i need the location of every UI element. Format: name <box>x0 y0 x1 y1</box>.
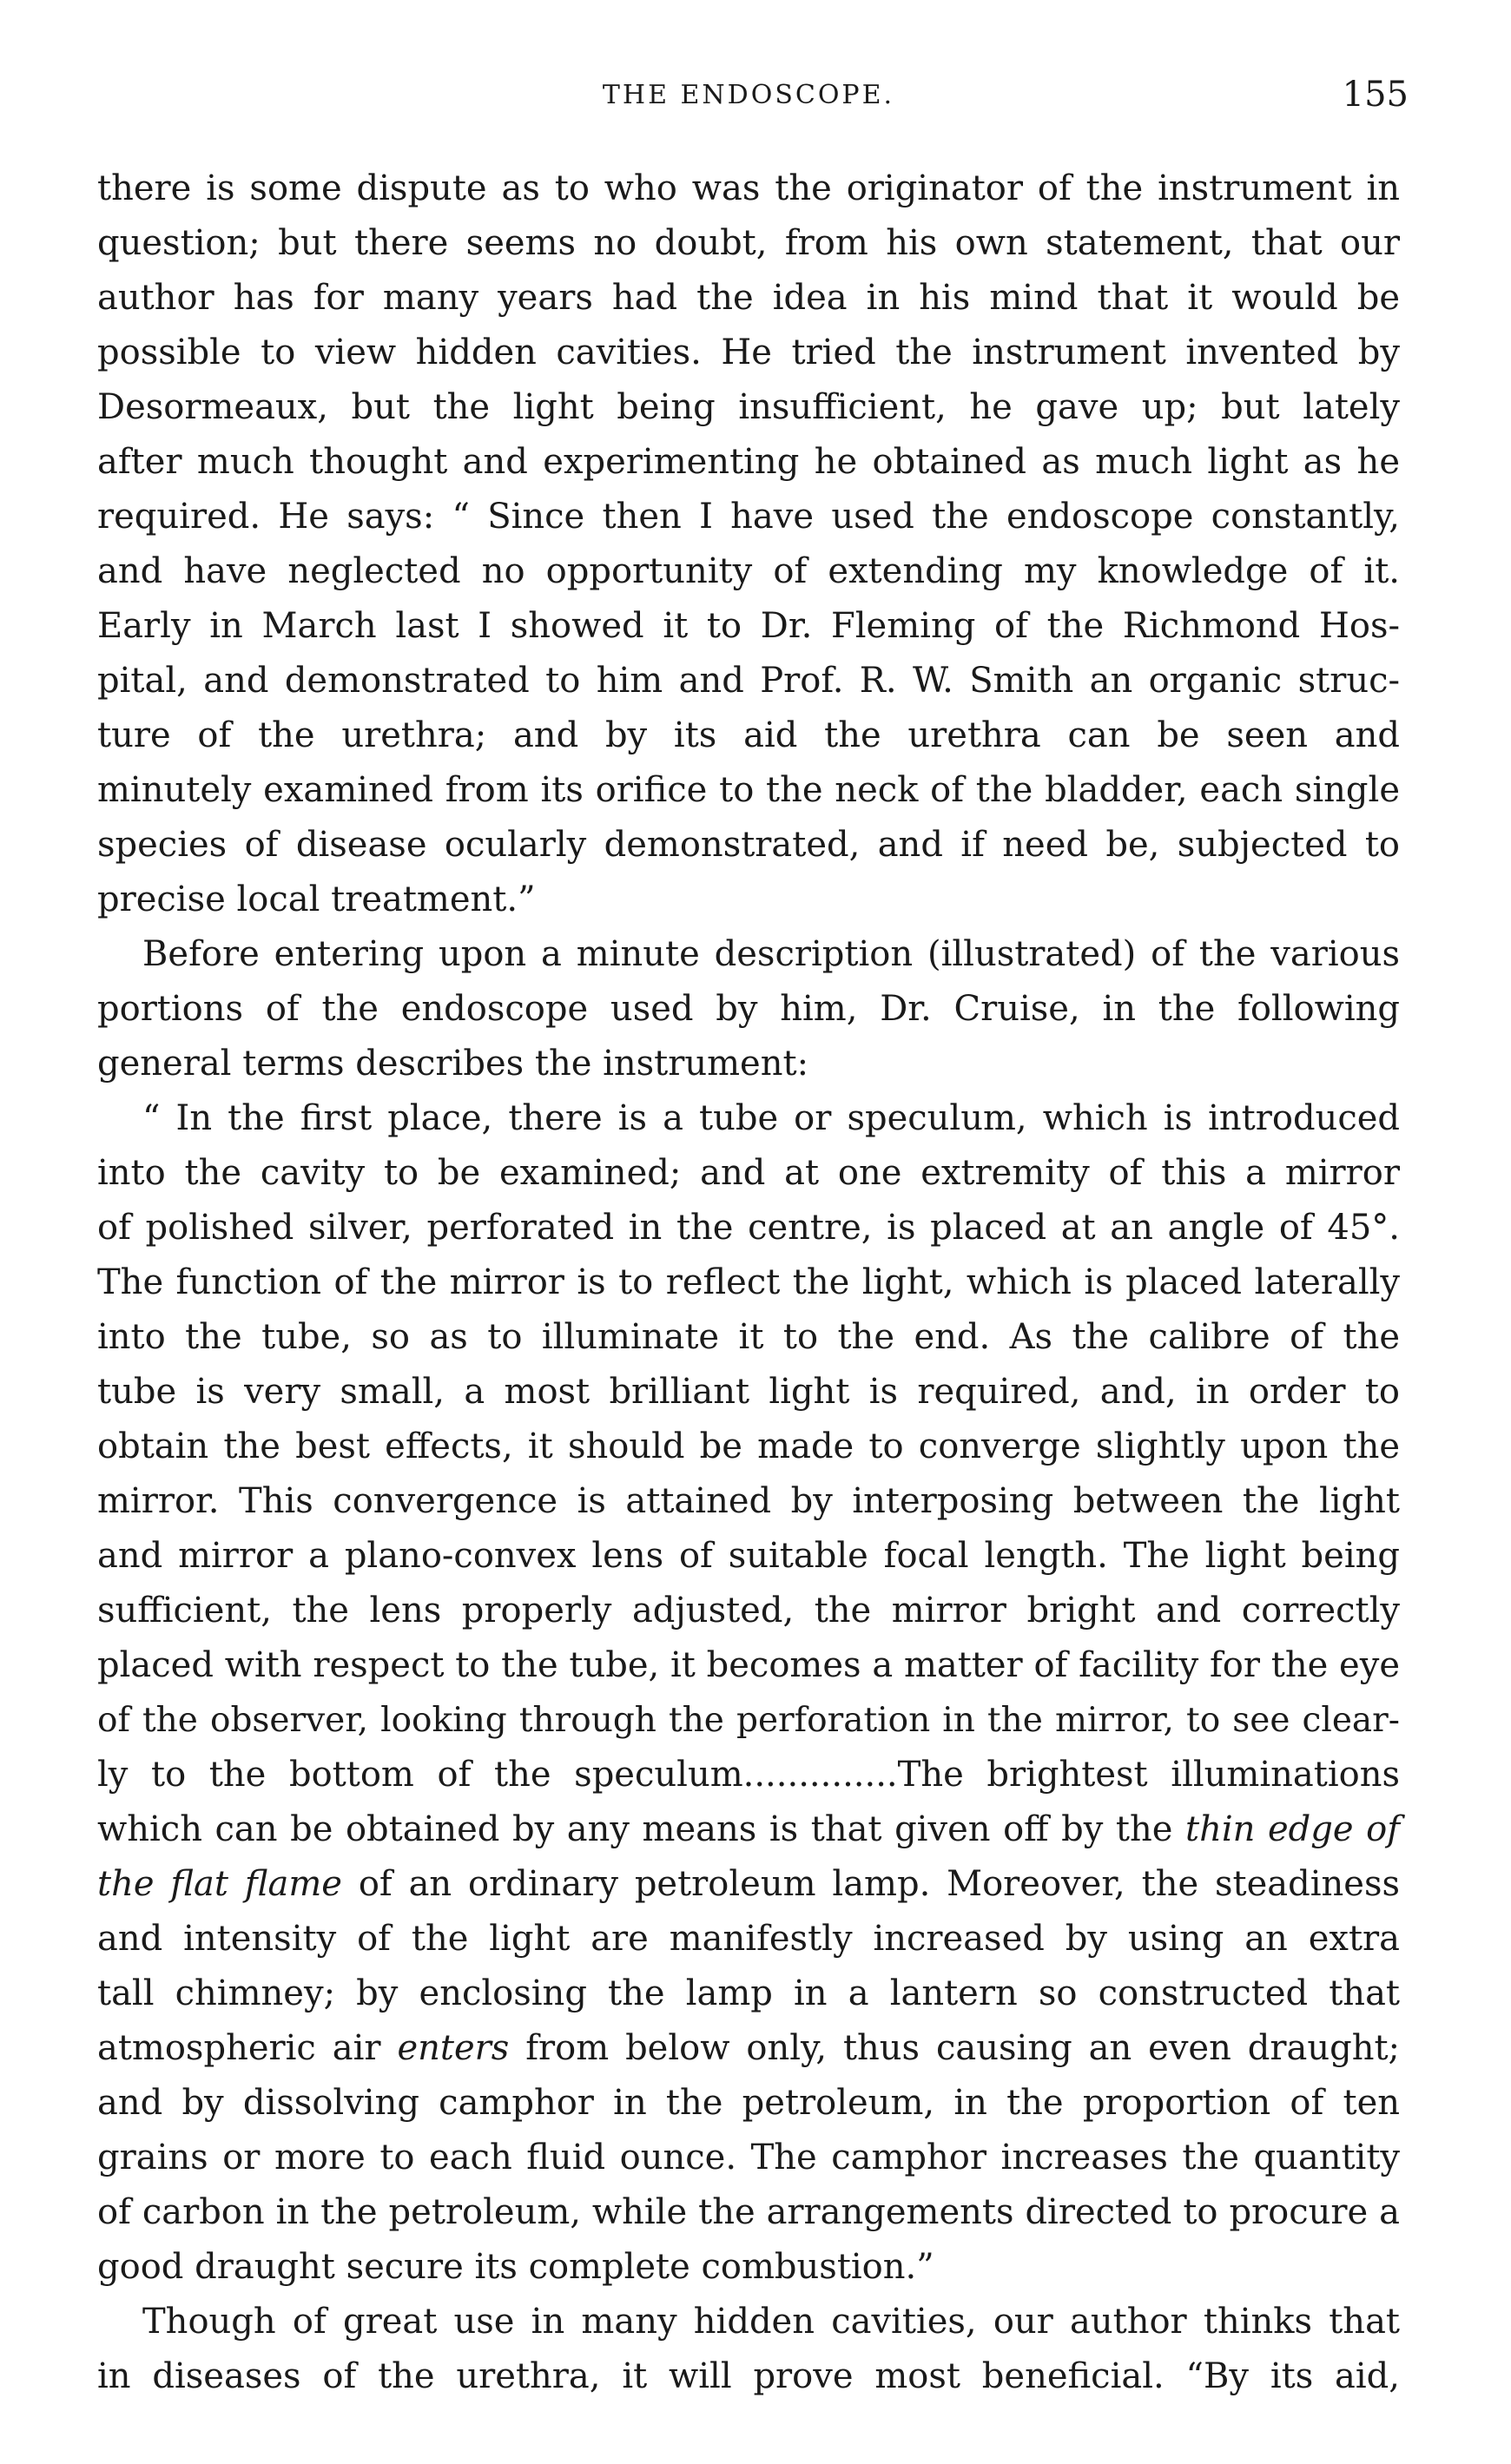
text-segment: of an ordinary petroleum lamp. Moreover, the steadiness <box>358 1864 1401 1904</box>
paragraph-3-quotation <box>97 1091 1400 2295</box>
text-line: in diseases of the urethra, it will prove most beneficial. “By its aid, <box>97 2356 1400 2396</box>
text-line: author has for many years had the idea in his mind that it would be <box>97 278 1400 318</box>
text-line: into the tube, so as to illuminate it to the end. As the calibre of the <box>97 1317 1400 1357</box>
text-line <box>97 2021 1400 2076</box>
text-segment: which can be obtained by any means is that given off by the <box>97 1809 1173 1849</box>
text-line: and intensity of the light are manifestly increased by using an extra <box>97 1919 1400 1959</box>
paragraph-1 <box>97 161 1400 927</box>
text-line: of the observer, looking through the perforation in the mirror, to see clear- <box>97 1701 1400 1740</box>
text-line: minutely examined from its orifice to the neck of the bladder, each single <box>97 770 1400 810</box>
text-line: tall chimney; by enclosing the lamp in a lantern so constructed that <box>97 1973 1400 2013</box>
text-line: question; but there seems no doubt, from his own statement, that our <box>97 223 1400 263</box>
text-line: species of disease ocularly demonstrated, and if need be, subjected to <box>97 825 1400 865</box>
text-line: Though of great use in many hidden cavities, our author thinks that <box>142 2302 1400 2342</box>
text-line: required. He says: “ Since then I have used the endoscope constantly, <box>97 497 1400 537</box>
text-segment: atmospheric air <box>97 2028 381 2068</box>
text-line: The function of the mirror is to reflect the light, which is placed laterally <box>97 1262 1400 1302</box>
text-line: there is some dispute as to who was the originator of the instrument in <box>97 168 1400 208</box>
text-line: pital, and demonstrated to him and Prof. R. W. Smith an organic struc- <box>97 661 1400 701</box>
text-line: and have neglected no opportunity of extending my knowledge of it. <box>97 551 1400 591</box>
paragraph-2 <box>97 927 1400 1091</box>
text-line: and mirror a plano-convex lens of suitable focal length. The light being <box>97 1536 1400 1576</box>
text-line: ture of the urethra; and by its aid the urethra can be seen and <box>97 715 1400 755</box>
text-line: precise local treatment.” <box>97 880 536 919</box>
book-page <box>97 75 1409 2404</box>
text-line: general terms describes the instrument: <box>97 1044 809 1084</box>
text-line <box>97 1857 1400 1912</box>
text-line: sufficient, the lens properly adjusted, the mirror bright and correctly <box>97 1591 1400 1631</box>
text-line: mirror. This convergence is attained by interposing between the light <box>97 1481 1400 1521</box>
text-line: after much thought and experimenting he obtained as much light as he <box>97 442 1400 482</box>
text-segment: from below only, thus causing an even draught; <box>525 2028 1401 2068</box>
text-line: of carbon in the petroleum, while the arrangements directed to procure a <box>97 2192 1400 2232</box>
text-line: placed with respect to the tube, it becomes a matter of facility for the eye <box>97 1645 1400 1685</box>
text-line: into the cavity to be examined; and at one extremity of this a mirror <box>97 1153 1400 1193</box>
paragraph-4 <box>97 2295 1400 2404</box>
text-line <box>97 1802 1400 1857</box>
italic-text: thin edge of <box>1185 1809 1400 1849</box>
page-number: 155 <box>1342 75 1409 115</box>
running-header <box>97 75 1409 123</box>
text-line: Early in March last I showed it to Dr. Fleming of the Richmond Hos- <box>97 606 1400 646</box>
text-line: Before entering upon a minute description (illustrated) of the various <box>142 934 1400 974</box>
text-line: obtain the best effects, it should be made to converge slightly upon the <box>97 1426 1400 1466</box>
running-title: THE ENDOSCOPE. <box>602 80 895 110</box>
text-line: possible to view hidden cavities. He tried the instrument invented by <box>97 333 1400 372</box>
text-line: “ In the first place, there is a tube or speculum, which is introduced <box>142 1098 1400 1138</box>
text-line: grains or more to each fluid ounce. The camphor increases the quantity <box>97 2138 1400 2177</box>
text-line: of polished silver, perforated in the centre, is placed at an angle of 45°. <box>97 1208 1400 1248</box>
italic-text: the flat flame <box>97 1864 342 1904</box>
text-line: good draught secure its complete combustion.” <box>97 2247 934 2287</box>
text-line: tube is very small, a most brilliant light is required, and, in order to <box>97 1372 1400 1412</box>
text-line: and by dissolving camphor in the petroleum, in the proportion of ten <box>97 2083 1400 2123</box>
italic-text: enters <box>397 2028 510 2068</box>
text-line: Desormeaux, but the light being insufficient, he gave up; but lately <box>97 387 1400 427</box>
text-line: portions of the endoscope used by him, Dr. Cruise, in the following <box>97 989 1400 1029</box>
text-line: ly to the bottom of the speculum..............The brightest illuminations <box>97 1755 1400 1795</box>
